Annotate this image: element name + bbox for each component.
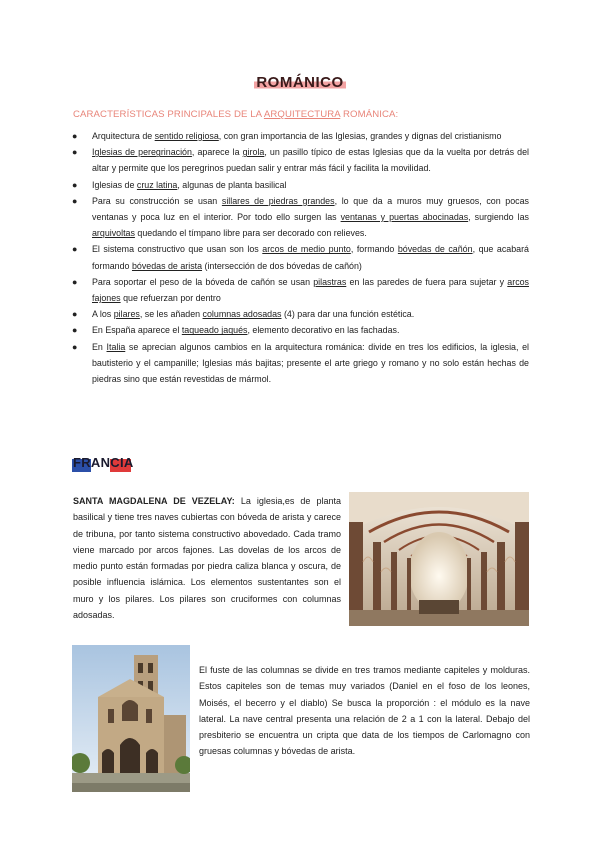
capitals-text: El fuste de las columnas se divide en tres tramos mediante capiteles y molduras. Estos capiteles son de temas muy variados (Daniel en el foso de los leones, Moisés, el becerro y el diablo) Se busca la proporción : el módulo es la nave lateral. La nave central presenta una relación de 2 a 1 con la lateral. Debajo del presbiterio se encuentra un cripta que data de los tiempos de Carlomagno con gruesas columnas y bóvedas de arista.: [199, 665, 530, 757]
bullet-text: , que acabará formando: [92, 244, 529, 271]
vezelay-heading: SANTA MAGDALENA DE VEZELAY:: [73, 496, 235, 506]
bullet-text: , lo que da a muros muy gruesos, con pocas ventanas y poca luz en el interior. Por todo ello surgen las: [92, 195, 529, 223]
bullet-text: En España aparece el: [92, 325, 182, 336]
subtitle-pre: CARACTERÍSTICAS PRINCIPALES DE LA: [73, 109, 264, 120]
bullet-icon: ●: [72, 179, 78, 190]
subtitle-post: ROMÁNICA:: [340, 109, 399, 120]
bullet-icon: ●: [72, 195, 78, 206]
bullet-text: El sistema constructivo que usan son los: [92, 244, 263, 255]
bullet-text: quedando el tímpano libre para ser decorado con relieves.: [134, 228, 367, 239]
bullet-text: en las paredes de fuera para sujetar y: [346, 276, 508, 287]
underlined-term: Iglesias de peregrinación: [92, 147, 192, 158]
underlined-term: columnas adosadas: [202, 309, 282, 320]
underlined-term: sillares de piedras grandes: [221, 195, 335, 206]
bullet-text: Arquitectura de: [92, 131, 155, 141]
bullet-text: , formando: [350, 244, 398, 255]
list-item: [72, 241, 529, 273]
list-item: [72, 193, 529, 242]
subtitle: [73, 109, 398, 120]
list-item: [72, 322, 529, 338]
bullet-text: , algunas de planta basilical: [177, 179, 287, 190]
bullet-icon: ●: [72, 276, 78, 287]
bullet-icon: ●: [72, 309, 78, 320]
list-item: [72, 128, 529, 144]
bullet-text: , con gran importancia de las Iglesias, grandes y dignas del cristianismo: [218, 131, 502, 141]
underlined-term: girola: [242, 147, 265, 158]
bullet-icon: ●: [72, 244, 78, 255]
vezelay-text: La iglesia,es de planta basilical y tiene tres naves cubiertas con bóveda de arista y carece de tribuna, por tanto sistema constructivo abovedado. Cada tramo viene marcado por arcos fajones. Las dovelas de los arcos de medio punto están formadas por piedra caliza blanca y oscura, de posible influencia islámica. Los elementos sustentantes son el muro y los pilares. Los pilares son cruciformes con columnas adosadas.: [73, 496, 341, 621]
title-text: ROMÁNICO: [256, 74, 344, 91]
bullet-icon: ●: [72, 325, 78, 336]
bullet-icon: ●: [72, 341, 78, 352]
underlined-term: taqueado jaqués: [181, 325, 248, 336]
underlined-term: pilares: [113, 309, 140, 320]
nave-interior-image: [349, 492, 529, 626]
bullet-text: Para su construcción se usan: [92, 195, 222, 206]
list-item: [72, 177, 529, 193]
bullet-text: , elemento decorativo en las fachadas.: [247, 325, 400, 336]
characteristics-list: [72, 128, 529, 387]
underlined-term: bóvedas de arista: [131, 260, 203, 271]
underlined-term: ventanas y puertas abocinadas: [340, 212, 469, 223]
bullet-text: , surgiendo las: [468, 212, 529, 223]
underlined-term: bóvedas de cañón: [397, 244, 473, 255]
list-item: [72, 306, 529, 322]
bullet-text: Para soportar el peso de la bóveda de cañón se usan: [92, 276, 314, 287]
bullet-text: se aprecian algunos cambios en la arquitectura románica: divide en tres los edificios, la iglesia, el bautisterio y el campanille; Iglesias más bajitas; presente el arte griego y romano y no solo están hechas de piedras sino que están revestidas de mármol.: [92, 341, 529, 385]
underlined-term: arcos fajones: [92, 276, 529, 304]
list-item: [72, 339, 529, 388]
bullet-icon: ●: [72, 147, 78, 158]
bullet-text: (intersección de dos bóvedas de cañón): [202, 260, 362, 271]
bullet-text: que refuerzan por dentro: [120, 293, 221, 304]
bullet-text: , aparece la: [191, 147, 243, 158]
bullet-text: (4) para dar una función estética.: [281, 309, 415, 320]
underlined-term: pilastras: [313, 276, 347, 287]
page-title: [0, 72, 600, 91]
underlined-term: arquivoltas: [92, 228, 135, 239]
bullet-text: Iglesias de: [92, 179, 137, 190]
bullet-text: , se les añaden: [139, 309, 203, 320]
list-item: [72, 144, 529, 176]
underlined-term: cruz latina: [136, 179, 178, 190]
underlined-term: arcos de medio punto: [262, 244, 351, 255]
capitals-paragraph: [199, 662, 530, 760]
list-item: [72, 274, 529, 306]
bullet-icon: ●: [72, 131, 78, 141]
facade-illustration: [72, 645, 190, 792]
bullet-text: En: [92, 341, 107, 352]
underlined-term: Italia: [106, 341, 126, 352]
section-heading-francia: FRANCIA: [73, 455, 134, 470]
bullet-text: , un pasillo típico de estas Iglesias que da la vuelta por detrás del altar y permite que los peregrinos puedan salir y entrar más fácil y facilita la movilidad.: [92, 147, 529, 174]
vezelay-paragraph: [73, 493, 341, 623]
nave-interior-illustration: [349, 492, 529, 626]
subtitle-underlined: ARQUITECTURA: [263, 109, 341, 120]
bullet-text: A los: [92, 309, 114, 320]
underlined-term: sentido religiosa: [154, 131, 219, 141]
facade-exterior-image: [72, 645, 190, 792]
